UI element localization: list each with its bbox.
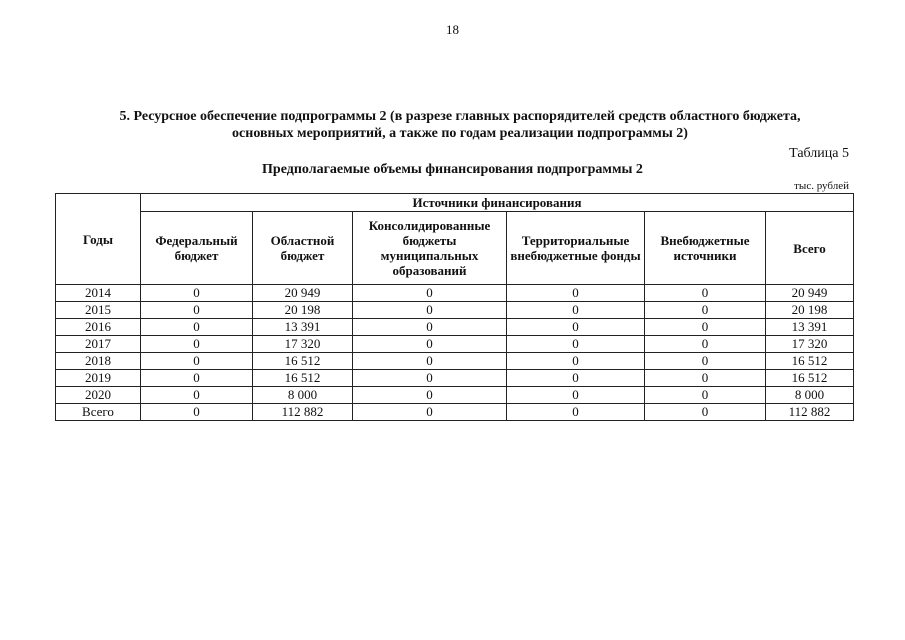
table-row [56, 302, 854, 319]
cell-municipal: 0 [353, 319, 507, 336]
cell-extrabudgetary: 0 [645, 319, 766, 336]
table-title: Предполагаемые объемы финансирования подпрограммы 2 [262, 162, 643, 177]
table-row [56, 387, 854, 404]
table-row [56, 319, 854, 336]
cell-regional: 16 512 [253, 370, 353, 387]
units-label: тыс. рублей [794, 180, 849, 192]
cell-total: 17 320 [766, 336, 854, 353]
cell-federal: 0 [141, 404, 253, 421]
cell-federal: 0 [141, 336, 253, 353]
cell-territorial: 0 [507, 285, 645, 302]
header-financing-sources: Источники финансирования [141, 194, 854, 212]
cell-extrabudgetary: 0 [645, 370, 766, 387]
header-years: Годы [56, 194, 141, 285]
cell-municipal: 0 [353, 285, 507, 302]
table-row [56, 336, 854, 353]
cell-regional: 13 391 [253, 319, 353, 336]
cell-year: 2019 [56, 370, 141, 387]
cell-municipal: 0 [353, 404, 507, 421]
table-row [56, 285, 854, 302]
cell-regional: 17 320 [253, 336, 353, 353]
funding-table [55, 193, 854, 421]
header-federal-budget: Федеральный бюджет [141, 212, 253, 285]
cell-total: 112 882 [766, 404, 854, 421]
cell-municipal: 0 [353, 370, 507, 387]
cell-year: 2020 [56, 387, 141, 404]
cell-total: 8 000 [766, 387, 854, 404]
cell-territorial: 0 [507, 319, 645, 336]
cell-extrabudgetary: 0 [645, 404, 766, 421]
cell-municipal: 0 [353, 302, 507, 319]
cell-regional: 112 882 [253, 404, 353, 421]
section-heading-line-2: основных мероприятий, а также по годам реализации подпрограммы 2) [232, 126, 688, 141]
cell-territorial: 0 [507, 302, 645, 319]
cell-municipal: 0 [353, 353, 507, 370]
table-row [56, 370, 854, 387]
cell-total: 20 949 [766, 285, 854, 302]
cell-regional: 20 949 [253, 285, 353, 302]
cell-federal: 0 [141, 302, 253, 319]
cell-territorial: 0 [507, 387, 645, 404]
section-heading-line-1: 5. Ресурсное обеспечение подпрограммы 2 (в разрезе главных распорядителей средств областного бюджета, [119, 109, 801, 124]
cell-year: Всего [56, 404, 141, 421]
cell-year: 2016 [56, 319, 141, 336]
cell-territorial: 0 [507, 353, 645, 370]
cell-extrabudgetary: 0 [645, 353, 766, 370]
table-row [56, 353, 854, 370]
cell-territorial: 0 [507, 404, 645, 421]
cell-total: 16 512 [766, 370, 854, 387]
cell-year: 2018 [56, 353, 141, 370]
cell-extrabudgetary: 0 [645, 336, 766, 353]
cell-extrabudgetary: 0 [645, 285, 766, 302]
cell-federal: 0 [141, 370, 253, 387]
header-municipal-budgets: Консолидированные бюджеты муниципальных образований [353, 212, 507, 285]
cell-total: 16 512 [766, 353, 854, 370]
cell-municipal: 0 [353, 336, 507, 353]
cell-total: 20 198 [766, 302, 854, 319]
cell-territorial: 0 [507, 336, 645, 353]
cell-extrabudgetary: 0 [645, 302, 766, 319]
header-regional-budget: Областной бюджет [253, 212, 353, 285]
cell-regional: 16 512 [253, 353, 353, 370]
cell-federal: 0 [141, 353, 253, 370]
cell-year: 2017 [56, 336, 141, 353]
cell-regional: 20 198 [253, 302, 353, 319]
header-extrabudgetary-sources: Внебюджетные источники [645, 212, 766, 285]
cell-territorial: 0 [507, 370, 645, 387]
table-number: Таблица 5 [789, 146, 849, 161]
cell-municipal: 0 [353, 387, 507, 404]
cell-year: 2014 [56, 285, 141, 302]
header-territorial-funds: Территориальные внебюджетные фонды [507, 212, 645, 285]
table-row-total [56, 404, 854, 421]
page-number: 18 [446, 22, 459, 37]
cell-federal: 0 [141, 387, 253, 404]
cell-federal: 0 [141, 285, 253, 302]
cell-year: 2015 [56, 302, 141, 319]
section-heading [60, 108, 860, 142]
cell-extrabudgetary: 0 [645, 387, 766, 404]
cell-federal: 0 [141, 319, 253, 336]
header-total: Всего [766, 212, 854, 285]
cell-total: 13 391 [766, 319, 854, 336]
cell-regional: 8 000 [253, 387, 353, 404]
